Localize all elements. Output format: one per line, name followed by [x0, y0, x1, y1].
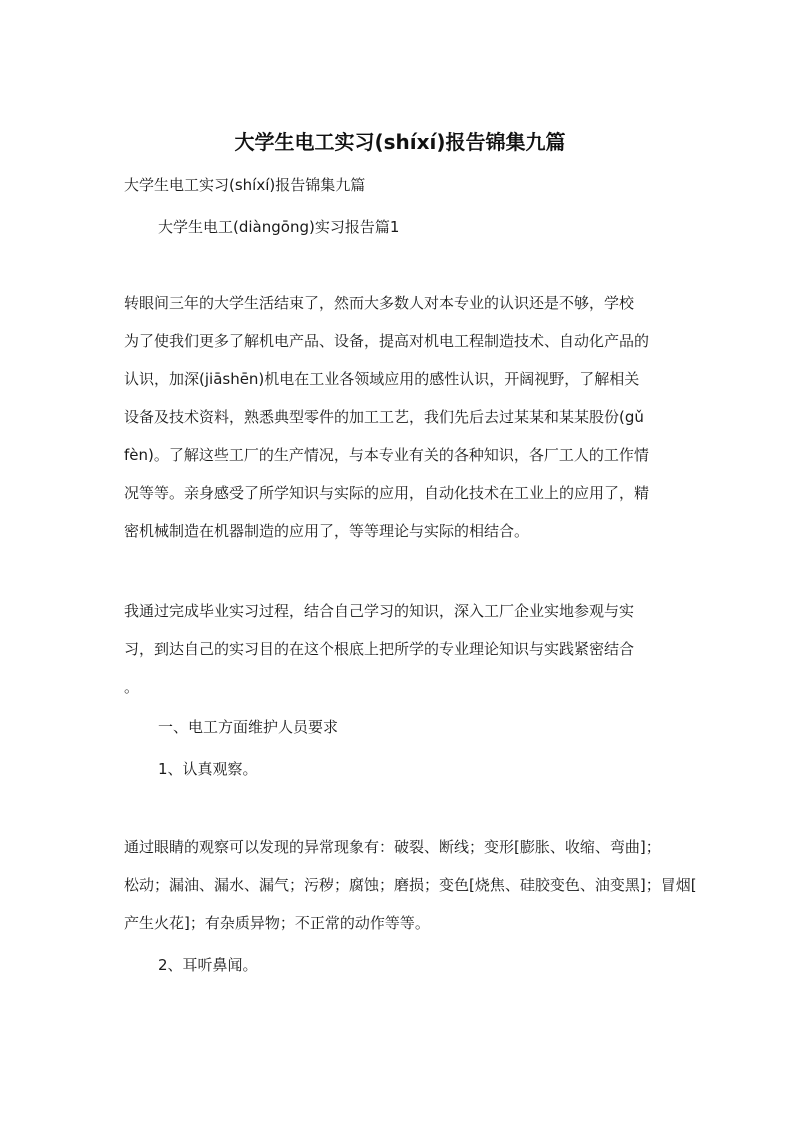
paragraph-line: 转眼间三年的大学生活结束了，然而大多数人对本专业的认识还是不够，学校 [124, 294, 635, 312]
heading-maintenance-requirements: 一、电工方面维护人员要求 [158, 718, 339, 736]
paragraph-line: fèn)。了解这些工厂的生产情况，与本专业有关的各种知识，各厂工人的工作情 [124, 446, 649, 464]
paragraph-line: 况等等。亲身感受了所学知识与实际的应用，自动化技术在工业上的应用了，精 [124, 484, 650, 502]
document-subtitle: 大学生电工实习(shíxí)报告锦集九篇 [124, 176, 366, 194]
document-title: 大学生电工实习(shíxí)报告锦集九篇 [234, 130, 566, 154]
paragraph-line: 松动；漏油、漏水、漏气；污秽；腐蚀；磨损；变色[烧焦、硅胶变色、油变黑]；冒烟[ [124, 876, 697, 894]
paragraph-line: 。 [124, 678, 140, 696]
paragraph-line: 认识，加深(jiāshēn)机电在工业各领域应用的感性认识，开阔视野，了解相关 [124, 370, 640, 388]
paragraph-line: 我通过完成毕业实习过程，结合自己学习的知识，深入工厂企业实地参观与实 [124, 602, 635, 620]
list-item: 1、认真观察。 [158, 760, 258, 778]
list-item: 2、耳听鼻闻。 [158, 956, 258, 974]
paragraph-line: 密机械制造在机器制造的应用了，等等理论与实际的相结合。 [124, 522, 530, 540]
section-heading: 大学生电工(diàngōng)实习报告篇1 [158, 218, 400, 236]
paragraph-line: 习，到达自己的实习目的在这个根底上把所学的专业理论知识与实践紧密结合 [124, 640, 635, 658]
paragraph-line: 产生火花]；有杂质异物；不正常的动作等等。 [124, 914, 430, 932]
paragraph-line: 通过眼睛的观察可以发现的异常现象有：破裂、断线；变形[膨胀、收缩、弯曲]； [124, 838, 661, 856]
paragraph-line: 设备及技术资料，熟悉典型零件的加工工艺，我们先后去过某某和某某股份(gǔ [124, 408, 644, 426]
paragraph-line: 为了使我们更多了解机电产品、设备，提高对机电工程制造技术、自动化产品的 [124, 332, 650, 350]
